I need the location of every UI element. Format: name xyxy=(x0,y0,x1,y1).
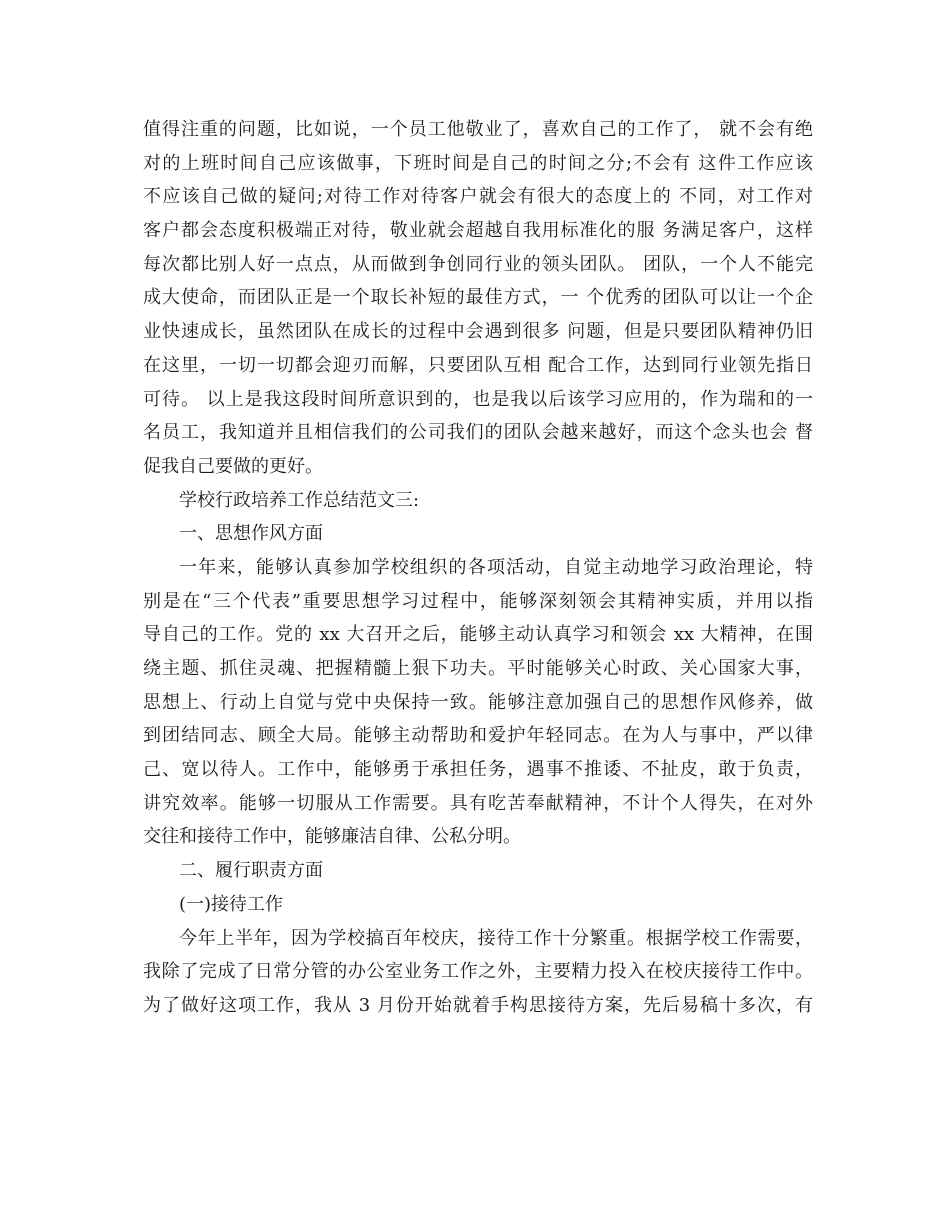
text-line: 每次都比别人好一点点，从而做到争创同行业的领头团队。 团队，一个人不能完 xyxy=(143,253,813,275)
text-line: 己、宽以待人。工作中，能够勇于承担任务，遇事不推诿、不扯皮，敢于负责， xyxy=(143,759,813,781)
text-line: 值得注重的问题，比如说，一个员工他敬业了，喜欢自己的工作了， 就不会有绝 xyxy=(143,119,813,140)
text-line: 名员工，我知道并且相信我们的公司我们的团队会越来越好，而这个念头也会 督 xyxy=(143,422,813,444)
text-line: 成大使命，而团队正是一个取长补短的最佳方式，一 个优秀的团队可以让一个企 xyxy=(143,287,813,309)
text-line: 二、履行职责方面 xyxy=(179,860,323,882)
text-line: 别是在“三个代表”重要思想学习过程中，能够深刻领会其精神实质，并用以指 xyxy=(143,590,813,612)
text-line: 交往和接待工作中，能够廉洁自律、公私分明。 xyxy=(143,826,521,848)
text-line: 思想上、行动上自觉与党中央保持一致。能够注意加强自己的思想作风修养，做 xyxy=(143,691,813,713)
text-line: 不应该自己做的疑问;对待工作对待客户就会有很大的态度上的 不同，对工作对 xyxy=(143,186,813,208)
text-line: 一年来，能够认真参加学校组织的各项活动，自觉主动地学习政治理论，特 xyxy=(179,556,813,578)
text-line: 为了做好这项工作，我从 3 月份开始就着手构思接待方案，先后易稿十多次，有 xyxy=(143,994,813,1016)
text-line: 促我自己要做的更好。 xyxy=(143,455,323,477)
text-line: 到团结同志、顾全大局。能够主动帮助和爱护年轻同志。在为人与事中，严以律 xyxy=(143,725,813,747)
document-body xyxy=(143,113,813,1023)
text-line: 学校行政培养工作总结范文三: xyxy=(179,489,420,511)
text-line: 一、思想作风方面 xyxy=(179,523,323,545)
text-line: 导自己的工作。党的 xx 大召开之后，能够主动认真学习和领会 xx 大精神，在围 xyxy=(143,624,813,646)
text-line: 可待。 以上是我这段时间所意识到的，也是我以后该学习应用的，作为瑞和的一 xyxy=(143,388,813,410)
text-line: 业快速成长，虽然团队在成长的过程中会遇到很多 问题，但是只要团队精神仍旧 xyxy=(143,321,813,343)
text-line: 绕主题、抓住灵魂、把握精髓上狠下功夫。平时能够关心时政、关心国家大事， xyxy=(143,658,813,679)
text-line: 在这里，一切一切都会迎刃而解，只要团队互相 配合工作，达到同行业领先指日 xyxy=(143,354,813,376)
text-line: 客户都会态度积极端正对待，敬业就会超越自我用标准化的服 务满足客户，这样 xyxy=(143,220,813,242)
text-line: 我除了完成了日常分管的办公室业务工作之外，主要精力投入在校庆接待工作中。 xyxy=(143,961,813,983)
text-line: 对的上班时间自己应该做事，下班时间是自己的时间之分;不会有 这件工作应该 xyxy=(143,152,813,174)
text-line: 今年上半年，因为学校搞百年校庆，接待工作十分繁重。根据学校工作需要， xyxy=(179,927,813,949)
text-line: 讲究效率。能够一切服从工作需要。具有吃苦奉献精神，不计个人得失，在对外 xyxy=(143,792,813,814)
text-line: (一)接待工作 xyxy=(179,893,284,915)
